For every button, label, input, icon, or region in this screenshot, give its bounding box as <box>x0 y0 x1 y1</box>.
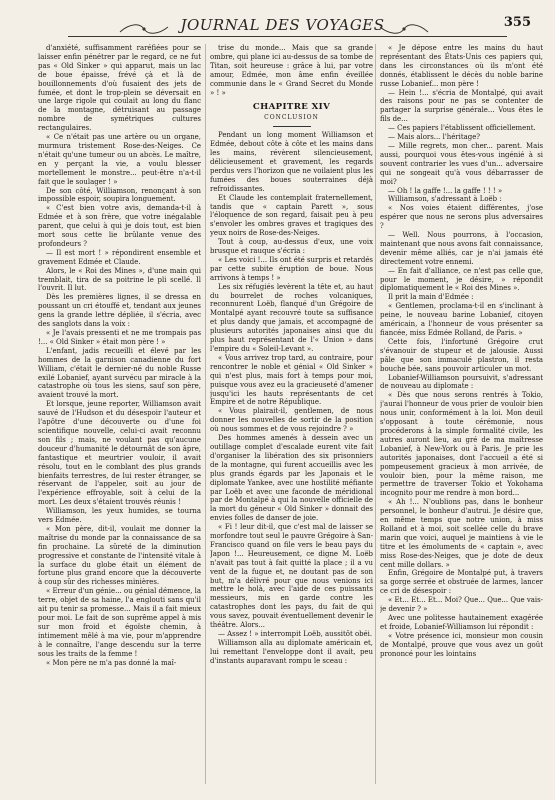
page-header <box>28 14 537 40</box>
paragraph: « Dès que nous serons rentrés à Tokio, j'aurai l'honneur de vous prier de vouloir bien nous unir, conformément à la loi. Mon deuil s'opposant à toute cérémonie, nous procéderons à la simple formalité civile, les autres auront lieu, au gré de ma maîtresse Lobanief, à New-York ou à Paris. Je prie les autorités japonaises, dont l'accueil a été si pompeusement gracieux à mon arrivée, de vouloir bien, pour la même raison, me permettre de traverser Tokio et Yokohama incognito pour me rendre à mon bord... <box>380 391 543 498</box>
column-divider <box>375 44 376 784</box>
journal-title: JOURNAL DES VOYAGES <box>180 16 385 34</box>
paragraph: « Gentlemen, proclama-t-il en s'inclinant à peine, le nouveau barine Lobanief, citoyen américain, a l'honneur de vous présenter sa fiancée, miss Edmée Rolland, de Paris. » <box>380 302 543 337</box>
header-ornament-right-icon <box>378 21 430 37</box>
text-column-2 <box>210 44 373 792</box>
paragraph: « Je dépose entre les mains du haut représentant des États-Unis ces papiers qui, dans les circonstances où ils m'ont été donnés, établissent le décès du noble barine russe Lobanief... mon père ! <box>380 44 543 88</box>
paragraph: « Vous arrivez trop tard, au contraire, pour rencontrer le noble et génial « Old Sinker » qui n'est plus, mais fort à temps pour moi, puisque vous avez eu la gracieuseté d'amener jusqu'ici les hauts représentants de cet Empire et de notre République. <box>210 353 373 407</box>
paragraph: — Hein !... s'écria de Montalpé, qui avait des raisons pour ne pas se contenter de partager la surprise générale... Vous êtes le fils de... <box>380 88 543 124</box>
paragraph: Il prit la main d'Edmée : <box>388 293 474 302</box>
paragraph: De son côté, Williamson, renonçant à son impossible espoir, soupira longuement. <box>38 186 201 204</box>
paragraph: — Ces papiers l'établissent officiellement. <box>388 124 536 133</box>
paragraph: — Il est mort ! » répondirent ensemble et gravement Edmée et Claude. <box>38 248 201 266</box>
paragraph: Cette fois, l'infortuné Grégoire crut s'évanouir de stupeur et de jalousie. Aussi pâle que son immaculé plastron, il resta bouche bée, sans pouvoir articuler un mot. <box>380 337 543 373</box>
paragraph: L'enfant, jadis recueilli et élevé par les hommes de la garnison canadienne du fort William, c'était le dernier-né du noble Russe exilé Lobanief, ayant survécu par miracle à la catastrophe où tous les siens, sauf son père, avaient trouvé la mort. <box>38 346 201 400</box>
header-rule <box>68 36 507 37</box>
paragraph: — Assez ! » interrompit Loëb, aussitôt obéi. <box>218 630 373 638</box>
paragraph: « Les voici !... Ils ont été surpris et retardés par cette subite éruption de boue. Nous arrivons à temps ! » <box>210 255 373 282</box>
chapter-title: CHAPITRE XIV <box>252 102 331 113</box>
paragraph: — Mille regrets, mon cher... parent. Mais aussi, pourquoi vous êtes-vous ingénié à si souvent contrarier les vues d'un... adversaire qui ne songeait qu'à vous débarrasser de moi? <box>380 141 543 186</box>
text-column-3 <box>380 44 543 792</box>
paragraph: Tout à coup, au-dessus d'eux, une voix brusque et rauque s'écria : <box>210 238 373 256</box>
chapter-rule <box>273 126 311 127</box>
paragraph: — Well. Nous pourrons, à l'occasion, maintenant que nous avons fait connaissance, devenir même alliés, car je n'ai jamais été directement votre ennemi. <box>380 231 543 266</box>
paragraph: d'anxiété, suffisamment raréfiées pour se laisser enfin pénétrer par le regard, ce ne fut pas « Old Sinker » qui apparut, mais un lac de boue épaisse, frévé çà et là de bouillonnements d'où fusaient des jets de fumée, et dont le trop-plein se déversait en une large rigole qui coulait au long du flanc de la montagne, détruisant au passage nombre de symétriques cultures rectangulaires. <box>38 44 201 133</box>
paragraph: — En fait d'alliance, ce n'est pas celle que, pour le moment, je désire, » répondit diplomatiquement le « Roi des Mines ». <box>380 266 543 293</box>
paragraph: « Nos voies étaient différentes, j'ose espérer que nous ne serons plus adversaires ? <box>380 204 543 231</box>
paragraph: Avec une politesse hautainement exagérée et froide, Lobanief-Williamson lui répondit : <box>380 614 543 631</box>
paragraph: Des hommes amenés à dessein avec un outillage complet d'escalade eurent vite fait d'organiser la libération des six prisonniers de la montagne, qui furent accueillis avec les plus grands égards par les Japonais et le diplomate Yankee, avec une hostilité méfiante par Loëb et avec une faconde de méridional par de Montalpé à qui la nouvelle officielle de la mort du géneur « Old Sinker » donnait des envies folles de danser de joie. <box>210 434 373 523</box>
column-divider <box>205 44 206 784</box>
paragraph: — Mais alors... l'héritage? <box>388 133 481 142</box>
paragraph: Williamson, s'adressant à Loëb : <box>388 195 502 204</box>
paragraph: Lobanief-Williamson poursuivit, s'adressant de nouveau au diplomate : <box>380 373 543 391</box>
paragraph: Les six réfugiés levèrent la tête et, au haut du bourrelet de roches volcaniques, reconnurent Loëb, flanqué d'un Grégoire de Montalpé ayant recouvré toute sa suffisance et plus dandy que jamais, et accompagné de plusieurs autorités japonaises ainsi que du plus haut représentant de l'« Union » dans l'empire du « Soleil-Levant ». <box>210 282 373 353</box>
paragraph: Dès les premières lignes, il se dressa en poussant un cri étouffé et, tendant aux jeunes gens la grande lettre dépliée, il s'écria, avec des sanglots dans la voix : <box>38 293 201 329</box>
paragraph: Et Claude les contemplait fraternellement, tandis que « captain Parett », sous l'éloquence de son regard, faisait peu à peu s'envoler les ombres graves et tragiques des yeux noirs de Rose-des-Neiges. <box>210 193 373 238</box>
paragraph: « Je l'avais pressenti et ne me trompais pas !... « Old Sinker » était mon père ! » <box>38 329 201 346</box>
paragraph: « Fi ! leur dit-il, que c'est mal de laisser se morfondre tout seul le pauvre Grégoire à San-Francisco quand on file vers le beau pays du Japon !... Heureusement, ce digne M. Loëb n'avait pas tout à fait quitté la place ; il a vu vent de la fugue et, ne doutant pas de son but, m'a délivré pour que nous venions ici mettre le holà, avec l'aide de ces puissants messieurs, mis en garde contre les catastrophes dont les pays, du fait de qui vous savez, pouvait éventuellement devenir le théâtre. Alors... <box>210 523 373 630</box>
paragraph: « Erreur d'un génie... ou génial démence, la terre, objet de sa haine, l'a englouti sans qu'il ait pu tenir sa promesse... Mais il a fait mieux pour moi. Le fait de son suprême appel à mis sur mon froid et égoïste chemin, à intimement mêlé à ma vie, pour m'apprendre à le connaître, l'ange descendu sur la terre sous les traits de la femme ! <box>38 587 201 658</box>
paragraph: — Oh ! la gaffe !... la gaffe ! ! ! » <box>388 186 503 195</box>
paragraph: trise du monde... Mais que sa grande ombre, qui plane ici au-dessus de sa tombe de Titan, soit heureuse : grâce à lui, par votre amour, Edmée, mon âme enfin éveillée communie dans le « Grand Secret du Monde » ! » <box>210 44 373 97</box>
paragraph: Williamson, les yeux humides, se tourna vers Edmée. <box>38 507 201 525</box>
paragraph: « Votre présence ici, monsieur mon cousin de Montalpé, prouve que vous avez un goût prononcé pour les lointains <box>380 631 543 658</box>
paragraph: Enfin, Grégoire de Montalpé put, à travers sa gorge serrée et obstruée de larmes, lancer ce cri de désespoir : <box>380 569 543 596</box>
paragraph: « Ah !... N'oublions pas, dans le bonheur personnel, le bonheur d'autrui. Je désire que, en même temps que notre union, à miss Rolland et à moi, soit scellée celle du brave marin que voici, auquel je maintiens à vie le titre et les émoluments de « captain », avec miss Rose-des-Neiges, que je dote de deux cent mille dollars. » <box>380 498 543 569</box>
paragraph: « C'est bien votre avis, demanda-t-il à Edmée et à son frère, que votre inégalable parent, que celui à qui je dois tout, est bien mort sous cette lie brûlante venue des profondeurs ? <box>38 204 201 248</box>
paragraph: « Mon père, dit-il, voulait me donner la maîtrise du monde par la connaissance de sa fin prochaine. La sûreté de la diminution progressive et constante de l'intensité vitale à la surface du globe était un élément de fortune plus grand encore que la découverte à coup sûr des richesses minières. <box>38 524 201 587</box>
paragraph: Et lorsque, jeune reporter, Williamson avait sauvé de l'Hudson et du désespoir l'auteur et l'apôtre d'une découverte ou d'une foi scientifique nouvelle, celui-ci avait reconnu son fils ; mais, ne voulant pas qu'aucune douceur d'humanité le détournât de son âpre, fantastique et meurtrier vouloir, il avait résolu, tout en le comblant des plus grands bienfaits terrestres, de lui rester étranger, se réservant de l'appeler, soit au jour de l'expérience effroyable, soit à celui de la mort. Les deux s'étaient trouvés réunis ! <box>38 400 201 507</box>
paragraph: « Et... Et... Et... Moi? Que... Que... Que vais-je devenir ? » <box>380 596 543 614</box>
paragraph: Williamson alla au diplomate américain et, lui remettant l'enveloppe dont il avait, peu d'instants auparavant rompu le sceau : <box>210 638 373 665</box>
page-number: 355 <box>503 15 531 30</box>
text-column-1 <box>38 44 201 792</box>
chapter-subtitle: CONCLUSION <box>264 114 319 122</box>
paragraph: Pendant un long moment Williamson et Edmée, debout côte à côte et les mains dans les mains, révèrent silencieusement, délicieusement et gravement, les regards perdus vers l'horizon que ne voilaient plus les fumées des boues souterraines déjà refroidissantes. <box>210 131 373 193</box>
chapter-heading <box>210 103 373 127</box>
paragraph: « Vous plairait-il, gentlemen, de nous donner les nouvelles de sortir de la position où nous sommes et de vous rejoindre ? » <box>210 407 373 434</box>
paragraph: « Mon père ne m'a pas donné la maî- <box>46 658 177 667</box>
paragraph: Alors, le « Roi des Mines », d'une main qui tremblait, tira de sa poitrine le pli scellé. Il l'ouvrit. Il lut. <box>38 266 201 293</box>
paragraph: « Ce n'était pas une artère ou un organe, murmura tristement Rose-des-Neiges. Ce n'était qu'une tumeur ou un abcès. Le maître, en y perçant la vie, a voulu blesser mortellement le monstre... peut-être n'a-t-il fait que le soulager ! » <box>38 133 201 186</box>
